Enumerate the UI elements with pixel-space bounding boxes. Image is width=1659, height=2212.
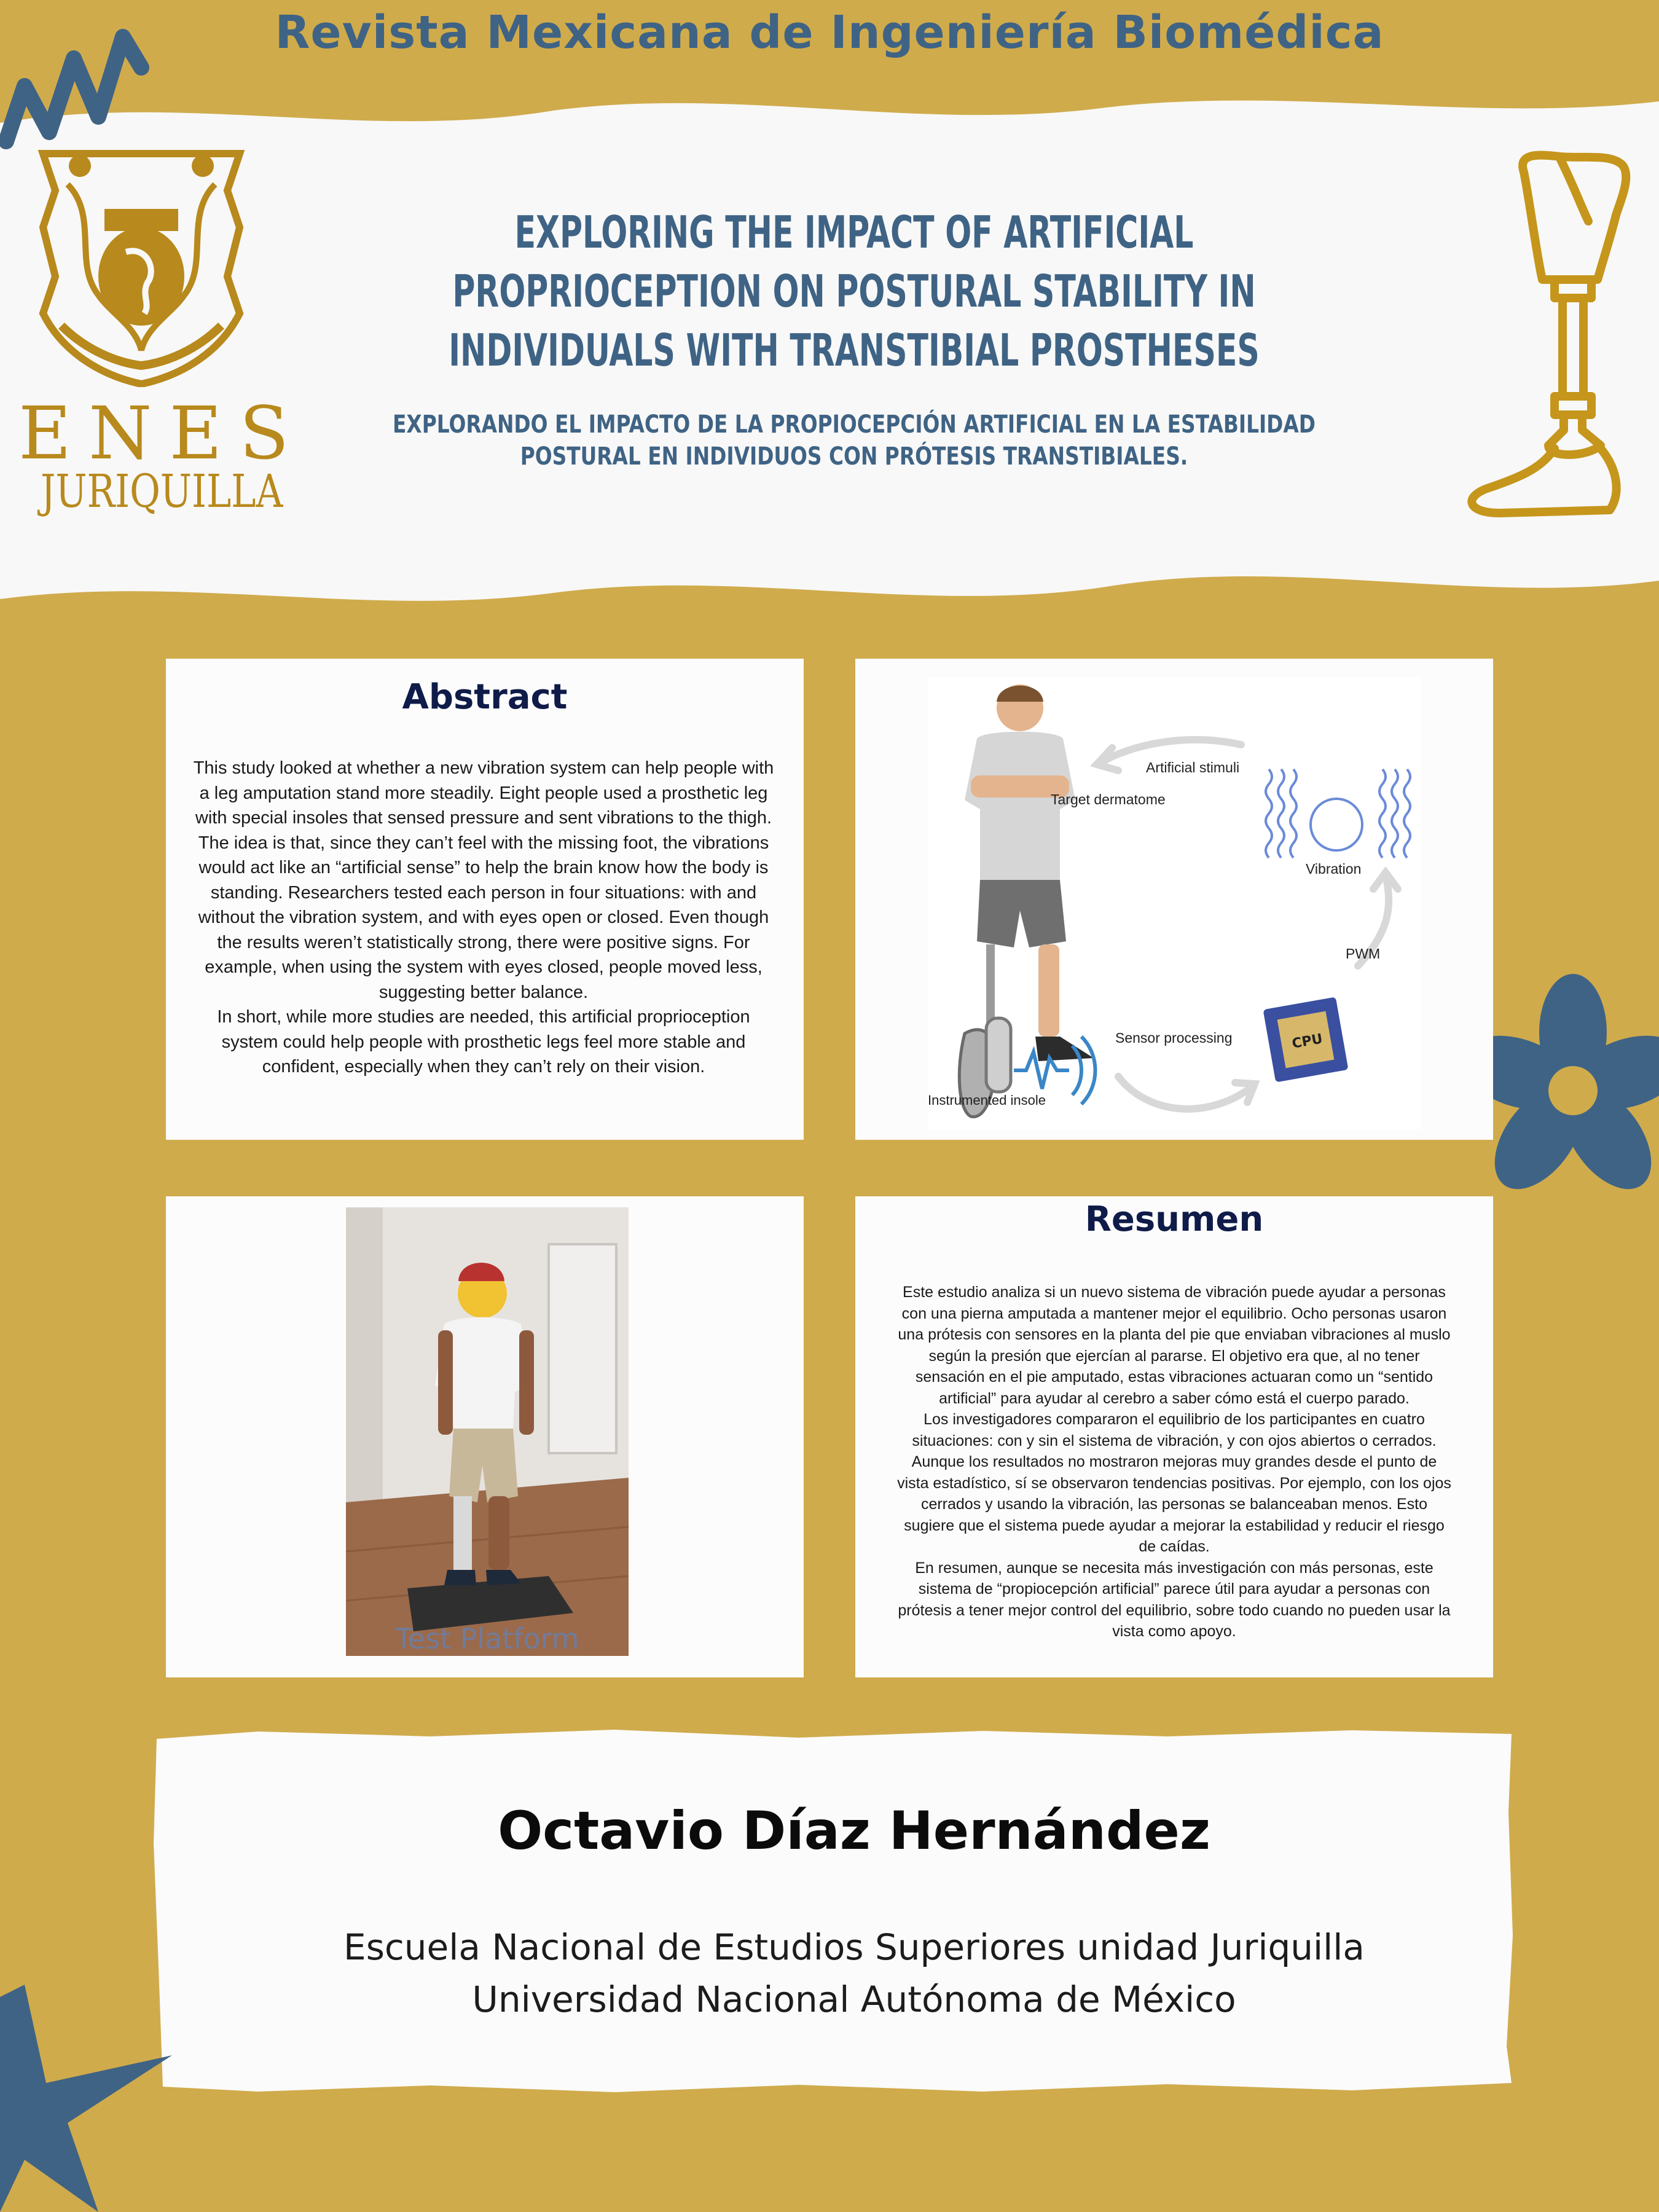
star-decoration [0,1985,172,2212]
resumen-heading: Resumen [1084,1199,1264,1239]
author-name: Octavio Díaz Hernández [498,1800,1210,1862]
label-cpu: CPU [1290,1031,1324,1052]
label-artificial-stimuli: Artificial stimuli [1146,759,1240,775]
enes-logo [18,141,307,535]
abstract-paragraph-1: This study looked at whether a new vibration system can help people with a leg amputation stand more steadily. Eight people used a prosthetic leg with special insoles that sensed pressure and sent vibrations to the thigh. The idea is that, since they can’t feel with the missing foot, the vibrations would act like an “artificial sense” to help the brain know how the body is standing. Researchers tested each person in four situations: with and without the vibration system, and with eyes open or closed. Even though the results weren’t statistically strong, there were positive signs. For example, when using the system with eyes closed, people moved less, suggesting better balance. [193,758,774,1002]
resumen-card [855,1196,1493,1677]
unam-crest-icon [25,141,258,387]
resumen-body [895,1282,1454,1642]
logo-line-enes: ENES [18,391,307,476]
poster-title-english: EXPLORING THE IMPACT OF ARTIFICIAL PROPRIOCEPTION ON POSTURAL STABILITY IN INDIVIDUALS WITH TRANSTIBIAL PROSTHESES [449,206,1260,376]
system-diagram-card [855,659,1493,1140]
label-pwm: PWM [1346,946,1381,962]
label-vibration: Vibration [1306,861,1362,877]
abstract-paragraph-2: In short, while more studies are needed, this artificial proprioception system could help people with prosthetic legs feel more stable and confident, especially when they can’t rely on their vision. [217,1007,750,1077]
resumen-paragraph-2: Los investigadores compararon el equilibrio de los participantes en cuatro situaciones: con y sin el sistema de vibración, y con ojos abiertos o cerrados. Aunque los resultados no mostraron mejoras muy grandes desde el punto de vista estadístico, sí se observaron tendencias positivas. Por ejemplo, con los ojos cerrados y usando la vibración, las personas se balanceaban menos. Esto sugiere que el sistema puede ayudar a mejorar la estabilidad y reducir el riesgo de caídas. [897,1411,1451,1555]
abstract-body [192,756,775,1080]
resumen-paragraph-1: Este estudio analiza si un nuevo sistema de vibración puede ayudar a personas con una pierna amputada a mantener mejor el equilibrio. Ocho personas usaron una prótesis con sensores en la planta del pie que enviaban vibraciones al muslo según la presión que ejercían al pararse. El objetivo era que, al no tener sensación en el pie amputado, estas vibraciones actuaran como un “sentido artificial” para ayudar al cerebro a saber cómo está el cuerpo parado. [898,1284,1451,1407]
resumen-paragraph-3: En resumen, aunque se necesita más investigación con más personas, este sistema de “propiocepción artificial” parece útil para ayudar a personas con prótesis a tener mejor control del equilibrio, sobre todo cuando no pueden usar la vista como apoyo. [898,1559,1451,1640]
journal-title: Revista Mexicana de Ingeniería Biomédica [275,6,1384,59]
system-diagram [928,677,1421,1129]
affiliation-university: Universidad Nacional Autónoma de México [472,1979,1236,2020]
photo-caption: Test Platform [395,1622,579,1655]
affiliation-school: Escuela Nacional de Estudios Superiores unidad Juriquilla [343,1926,1365,1968]
label-sensor-processing: Sensor processing [1115,1030,1233,1046]
participant-photo [346,1207,629,1656]
poster-title-spanish: EXPLORANDO EL IMPACTO DE LA PROPIOCEPCIÓN ARTIFICIAL EN LA ESTABILIDAD POSTURAL EN INDIVIDUOS CON PRÓTESIS TRANSTIBIALES. [392,410,1316,471]
abstract-heading: Abstract [402,677,568,717]
logo-line-juriquilla: JURIQUILLA [41,465,283,518]
abstract-card [166,659,804,1140]
footer-band [154,1730,1513,2092]
label-instrumented-insole: Instrumented insole [928,1092,1046,1108]
photo-card [166,1196,804,1677]
label-target-dermatome: Target dermatome [1051,791,1166,807]
